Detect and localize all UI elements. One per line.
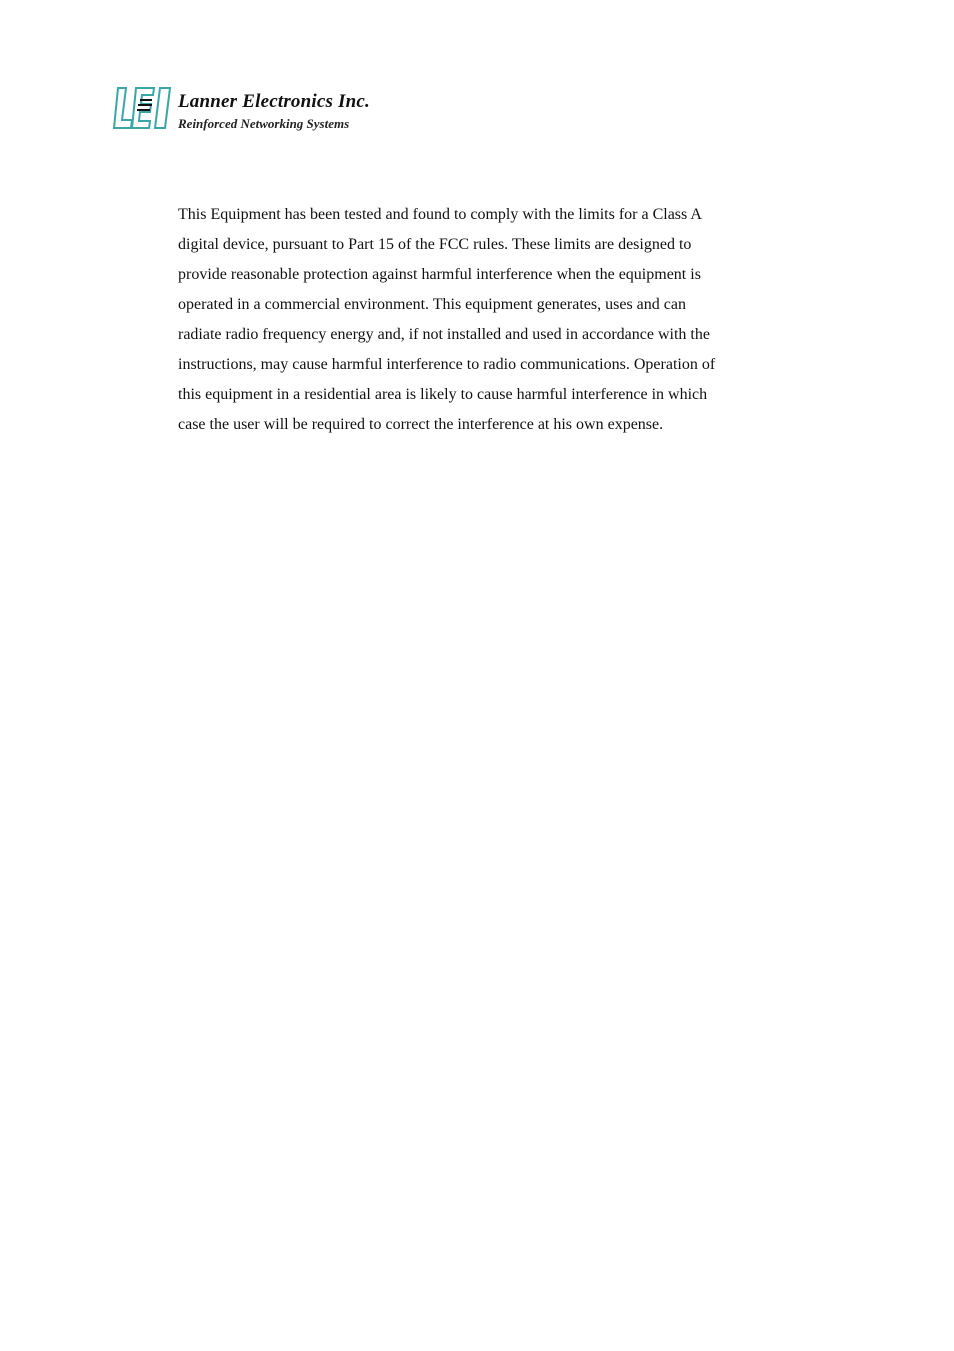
fcc-statement-line: case the user will be required to correct the interference at his own expense. xyxy=(178,416,664,433)
fcc-statement-line: this equipment in a residential area is likely to cause harmful interference in which xyxy=(178,386,708,403)
fcc-statement-line: instructions, may cause harmful interference to radio communications. Operation of xyxy=(178,356,716,373)
fcc-statement-line: provide reasonable protection against harmful interference when the equipment is xyxy=(178,266,701,283)
lei-logo-icon xyxy=(112,86,174,130)
fcc-statement-line: operated in a commercial environment. This equipment generates, uses and can xyxy=(178,296,686,313)
company-name: Lanner Electronics Inc. xyxy=(178,91,370,112)
fcc-statement-line: radiate radio frequency energy and, if not installed and used in accordance with the xyxy=(178,326,710,343)
fcc-statement-line: This Equipment has been tested and found to comply with the limits for a Class A xyxy=(178,206,702,223)
fcc-statement-line: digital device, pursuant to Part 15 of the FCC rules. These limits are designed to xyxy=(178,236,692,253)
company-tagline: Reinforced Networking Systems xyxy=(178,116,350,131)
fcc-statement xyxy=(178,200,778,440)
page-header xyxy=(112,86,412,146)
